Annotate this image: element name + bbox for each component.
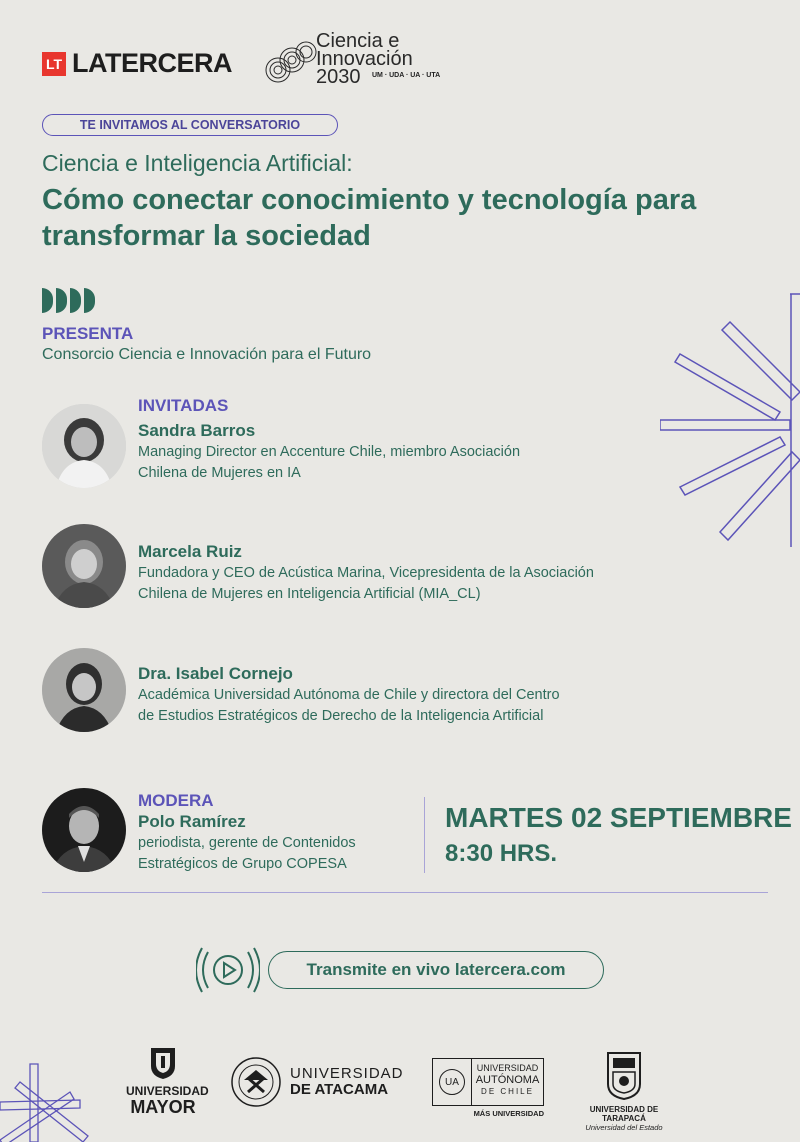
- tarapaca-crest-icon: [605, 1050, 643, 1100]
- autonoma-badge-icon: UA: [439, 1069, 465, 1095]
- ci-members: UM · UDA · UA · UTA: [372, 72, 441, 79]
- invite-badge: TE INVITAMOS AL CONVERSATORIO: [42, 114, 338, 136]
- horizontal-divider: [42, 892, 768, 893]
- guest-description-line: Académica Universidad Autónoma de Chile y directora del Centro: [138, 687, 560, 703]
- tarapaca-text-2: Universidad del Estado: [585, 1123, 663, 1132]
- universidad-mayor-logo: [126, 1046, 209, 1117]
- event-date: MARTES 02 SEPTIEMBRE: [445, 802, 792, 833]
- presenta-label: PRESENTA: [42, 324, 134, 343]
- guest-description: [138, 442, 520, 483]
- tarapaca-text-1: UNIVERSIDAD DE TARAPACÁ: [589, 1105, 659, 1123]
- atacama-seal-icon: [230, 1056, 282, 1108]
- live-stream-icon: [196, 944, 260, 996]
- arrow-icon: [70, 288, 81, 313]
- autonoma-text-1: UNIVERSIDAD: [476, 1063, 539, 1073]
- mayor-text-2: MAYOR: [130, 1097, 196, 1117]
- latercera-logo-wordmark: LATERCERA: [72, 48, 232, 78]
- ci-line-1: Ciencia e: [316, 30, 400, 52]
- moderator-description-line: Estratégicos de Grupo COPESA: [138, 855, 347, 872]
- guest-name: Marcela Ruiz: [138, 542, 242, 561]
- event-title: Ciencia e Inteligencia Artificial:: [42, 150, 353, 176]
- universidad-tarapaca-logo: [574, 1050, 674, 1132]
- arrow-icon: [84, 288, 95, 313]
- event-subtitle: Cómo conectar conocimiento y tecnología para transformar la sociedad: [42, 184, 697, 252]
- person-photo-icon: [42, 404, 126, 488]
- atacama-text-1: UNIVERSIDAD: [290, 1065, 404, 1082]
- mayor-crest-icon: [148, 1046, 178, 1080]
- autonoma-text-2: AUTÓNOMA: [475, 1074, 540, 1086]
- guest-description: [138, 685, 560, 726]
- moderator-description-line: periodista, gerente de Contenidos: [138, 835, 356, 851]
- autonoma-text-3: DE CHILE: [481, 1087, 534, 1096]
- arrow-icon: [56, 288, 67, 313]
- arrow-icon: [42, 288, 53, 313]
- guest-description-line: Chilena de Mujeres en Inteligencia Artificial (MIA_CL): [138, 585, 481, 602]
- person-photo-icon: [42, 788, 126, 872]
- autonoma-text-4: MÁS UNIVERSIDAD: [473, 1109, 544, 1118]
- stream-link[interactable]: Transmite en vivo latercera.com: [268, 951, 604, 989]
- guest-name: Sandra Barros: [138, 421, 256, 440]
- moderator-name: Polo Ramírez: [138, 812, 246, 831]
- guest-description-line: Fundadora y CEO de Acústica Marina, Vicepresidenta de la Asociación: [138, 565, 594, 581]
- ci-line-3: 2030: [316, 66, 361, 88]
- avatar: [42, 648, 126, 732]
- atacama-text-2: DE ATACAMA: [290, 1081, 389, 1098]
- person-photo-icon: [42, 524, 126, 608]
- circles-logo-icon: [264, 34, 324, 90]
- starburst-decoration-icon: [660, 292, 800, 552]
- guest-description: [138, 563, 594, 604]
- universidad-atacama-logo: [230, 1056, 404, 1108]
- guest-name: Dra. Isabel Cornejo: [138, 664, 293, 683]
- starburst-bottom-decoration-icon: [0, 1062, 100, 1142]
- ci-line-2: Innovación: [316, 48, 413, 70]
- moderator-description: [138, 833, 356, 874]
- modera-label: MODERA: [138, 791, 214, 810]
- event-time: 8:30 HRS.: [445, 840, 558, 867]
- arrows-decoration: [42, 288, 95, 313]
- avatar: [42, 788, 126, 872]
- mayor-text-1: UNIVERSIDAD: [126, 1084, 209, 1098]
- guest-description-line: de Estudios Estratégicos de Derecho de la Inteligencia Artificial: [138, 707, 544, 724]
- vertical-divider: [424, 797, 425, 873]
- avatar: [42, 404, 126, 488]
- invitadas-label: INVITADAS: [138, 396, 229, 415]
- avatar: [42, 524, 126, 608]
- presenta-value: Consorcio Ciencia e Innovación para el Futuro: [42, 346, 372, 363]
- latercera-logo-badge: LT: [42, 52, 66, 76]
- guest-description-line: Managing Director en Accenture Chile, miembro Asociación: [138, 444, 521, 460]
- person-photo-icon: [42, 648, 126, 732]
- latercera-logo: [42, 48, 232, 79]
- ciencia-innovacion-logo: [264, 30, 454, 90]
- universidad-autonoma-logo: [432, 1058, 544, 1118]
- guest-description-line: Chilena de Mujeres en IA: [138, 464, 301, 481]
